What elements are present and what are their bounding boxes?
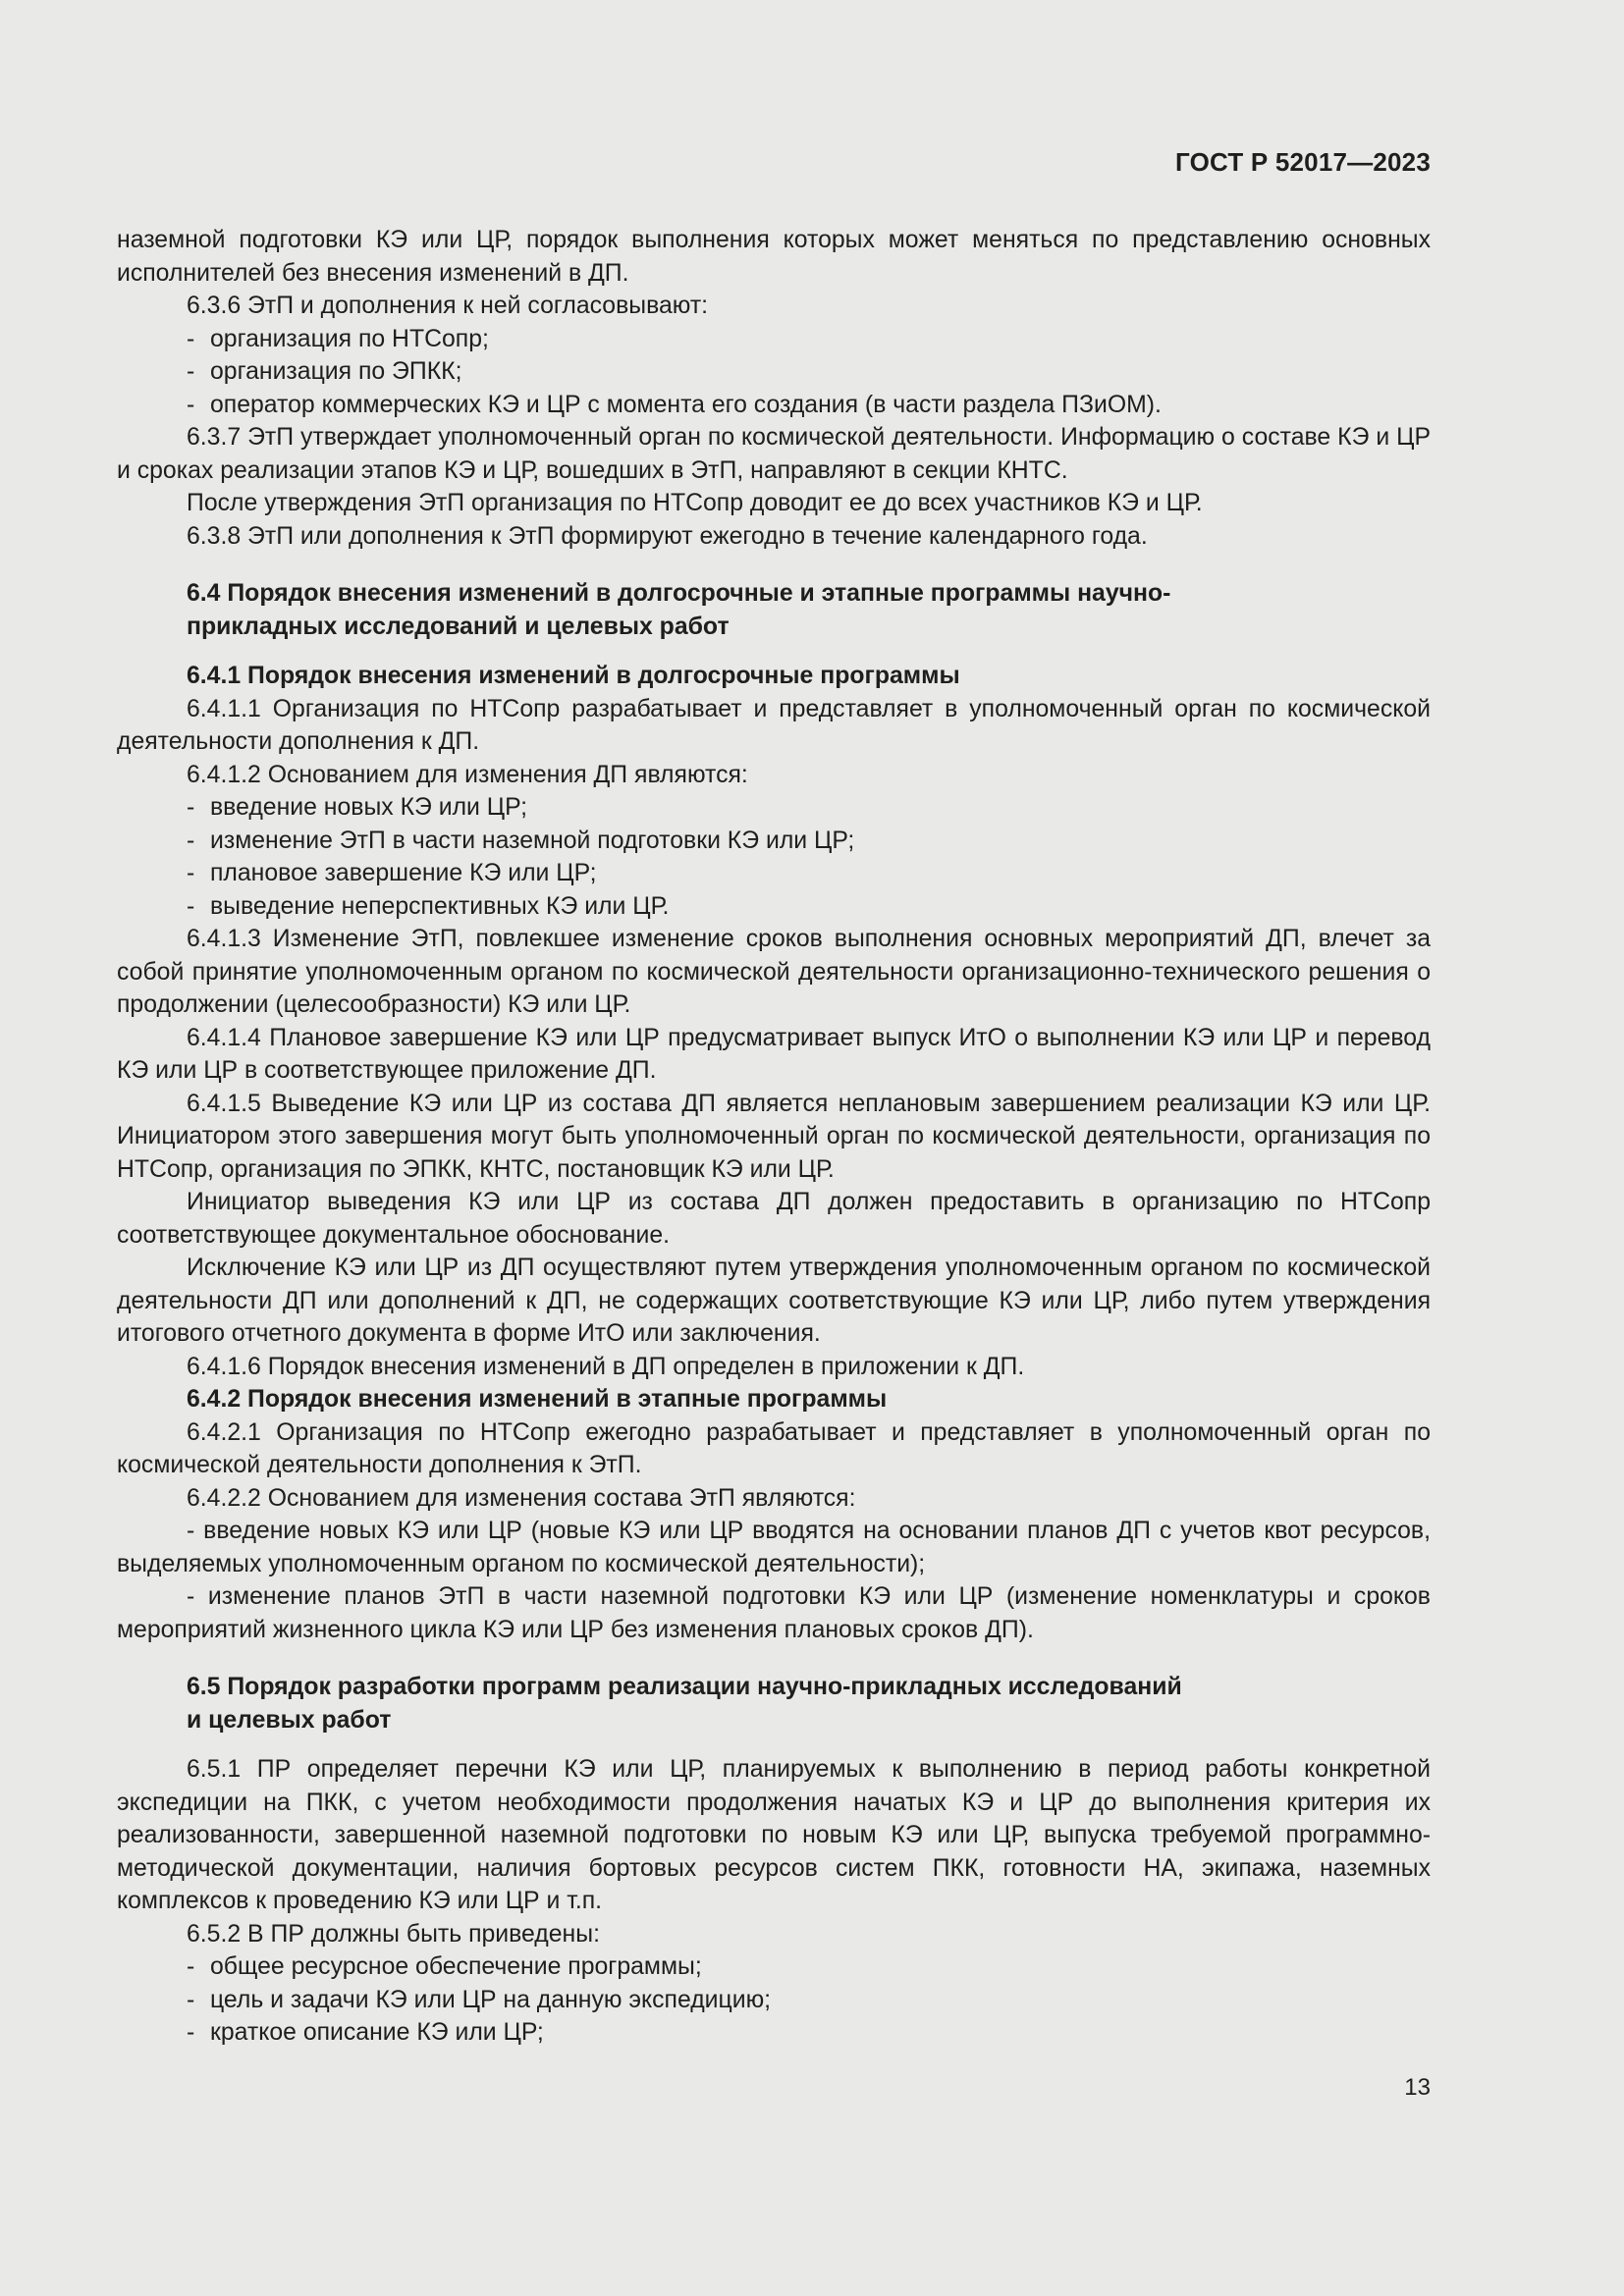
list-item bbox=[117, 323, 1431, 356]
paragraph: 6.3.6 ЭтП и дополнения к ней согласовывают: bbox=[187, 293, 709, 319]
list-item-text: краткое описание КЭ или ЦР; bbox=[210, 2019, 544, 2046]
list-bullet: - bbox=[187, 325, 195, 352]
list-item bbox=[117, 389, 1431, 422]
list-bullet: - bbox=[187, 860, 195, 886]
document-code-header: ГОСТ Р 52017—2023 bbox=[1175, 147, 1431, 177]
list-bullet: - bbox=[187, 892, 195, 920]
list-bullet: - bbox=[187, 358, 195, 385]
list-item-text: общее ресурсное обеспечение программы; bbox=[210, 1953, 702, 1980]
paragraph: 6.5.1 ПР определяет перечни КЭ или ЦР, планируемых к выполнению в период работы конкретной экспедиции на ПКК, с учетом необходимости продолжения начатых КЭ и ЦР до выполнения критерия их реализованности, завершенной наземной подготовки по новым КЭ или ЦР, выпуска требуемой программно-методической документации, наличия бортовых ресурсов систем ПКК, готовности НА, экипажа, наземных комплексов к проведению КЭ или ЦР и т.п. bbox=[117, 1756, 1431, 1914]
page-number: 13 bbox=[1404, 2074, 1431, 2101]
paragraph: - изменение планов ЭтП в части наземной подготовки КЭ или ЦР (изменение номенклатуры и сроков мероприятий жизненного цикла КЭ или ЦР без изменения плановых сроков ДП). bbox=[117, 1583, 1431, 1643]
section-heading: 6.4 Порядок внесения изменений в долгосрочные и этапные программы научно-прикладных исследований и целевых работ bbox=[187, 580, 1171, 640]
list-item-text: организация по ЭПКК; bbox=[210, 358, 462, 385]
list-item bbox=[117, 355, 1431, 389]
document-body bbox=[117, 224, 1431, 2050]
list-item bbox=[117, 791, 1431, 825]
section-heading: 6.5 Порядок разработки программ реализации научно-прикладных исследований и целевых работ bbox=[187, 1674, 1182, 1734]
list-bullet: - bbox=[187, 794, 195, 821]
list-bullet: - bbox=[187, 2019, 195, 2046]
paragraph: 6.4.1.1 Организация по НТСопр разрабатывает и представляет в уполномоченный орган по космической деятельности дополнения к ДП. bbox=[117, 695, 1431, 755]
paragraph: 6.4.1.3 Изменение ЭтП, повлекшее изменение сроков выполнения основных мероприятий ДП, влечет за собой принятие уполномоченным органом по космической деятельности организационно-технического решения о продолжении (целесообразности) КЭ или ЦР. bbox=[117, 926, 1431, 1018]
paragraph: 6.4.1.5 Выведение КЭ или ЦР из состава ДП является неплановым завершением реализации КЭ или ЦР. Инициатором этого завершения могут быть уполномоченный орган по космической деятельности, организация по НТСопр, организация по ЭПКК, КНТС, постановщик КЭ или ЦР. bbox=[117, 1090, 1431, 1183]
list-item-text: организация по НТСопр; bbox=[210, 325, 489, 352]
list-item-text: плановое завершение КЭ или ЦР; bbox=[210, 860, 597, 886]
paragraph: 6.3.8 ЭтП или дополнения к ЭтП формируют ежегодно в течение календарного года. bbox=[187, 522, 1148, 550]
list-bullet: - bbox=[187, 1986, 195, 2013]
paragraph: 6.3.7 ЭтП утверждает уполномоченный орган по космической деятельности. Информацию о составе КЭ и ЦР и сроках реализации этапов КЭ и ЦР, вошедших в ЭтП, направляют в секции КНТС. bbox=[117, 424, 1431, 484]
paragraph: 6.4.2.2 Основанием для изменения состава ЭтП являются: bbox=[187, 1484, 856, 1512]
list-item bbox=[117, 890, 1431, 924]
subsection-heading: 6.4.2 Порядок внесения изменений в этапные программы bbox=[187, 1386, 888, 1413]
list-item-text: оператор коммерческих КЭ и ЦР с момента его создания (в части раздела ПЗиОМ). bbox=[210, 391, 1162, 418]
list-item-text: изменение ЭтП в части наземной подготовки КЭ или ЦР; bbox=[210, 827, 855, 854]
paragraph: 6.4.1.2 Основанием для изменения ДП являются: bbox=[187, 761, 748, 788]
subsection-heading: 6.4.1 Порядок внесения изменений в долгосрочные программы bbox=[187, 663, 960, 689]
paragraph: 6.5.2 В ПР должны быть приведены: bbox=[187, 1920, 600, 1948]
paragraph: наземной подготовки КЭ или ЦР, порядок выполнения которых может меняться по представлению основных исполнителей без внесения изменений в ДП. bbox=[117, 227, 1431, 287]
list-item-text: выведение неперспективных КЭ или ЦР. bbox=[210, 892, 670, 920]
list-item bbox=[117, 1950, 1431, 1984]
list-item bbox=[117, 825, 1431, 858]
paragraph: После утверждения ЭтП организация по НТСопр доводит ее до всех участников КЭ и ЦР. bbox=[187, 490, 1203, 516]
list-bullet: - bbox=[187, 1953, 195, 1980]
list-item-text: введение новых КЭ или ЦР; bbox=[210, 794, 528, 821]
paragraph: - введение новых КЭ или ЦР (новые КЭ или ЦР вводятся на основании планов ДП с учетов квот ресурсов, выделяемых уполномоченным органом по космической деятельности); bbox=[117, 1518, 1431, 1577]
paragraph: 6.4.2.1 Организация по НТСопр ежегодно разрабатывает и представляет в уполномоченный орган по космической деятельности дополнения к ЭтП. bbox=[117, 1418, 1431, 1478]
paragraph: Исключение КЭ или ЦР из ДП осуществляют путем утверждения уполномоченным органом по космической деятельности ДП или дополнений к ДП, не содержащих соответствующие КЭ или ЦР, либо путем утверждения итогового отчетного документа в форме ИтО или заключения. bbox=[117, 1255, 1431, 1347]
paragraph: 6.4.1.4 Плановое завершение КЭ или ЦР предусматривает выпуск ИтО о выполнении КЭ или ЦР и перевод КЭ или ЦР в соответствующее приложение ДП. bbox=[117, 1024, 1431, 1084]
list-item bbox=[117, 2016, 1431, 2050]
list-bullet: - bbox=[187, 391, 195, 418]
list-item bbox=[117, 1984, 1431, 2017]
list-item bbox=[117, 857, 1431, 890]
list-bullet: - bbox=[187, 827, 195, 854]
list-item-text: цель и задачи КЭ или ЦР на данную экспедицию; bbox=[210, 1986, 772, 2013]
paragraph: Инициатор выведения КЭ или ЦР из состава ДП должен предоставить в организацию по НТСопр соответствующее документальное обоснование. bbox=[117, 1189, 1431, 1249]
paragraph: 6.4.1.6 Порядок внесения изменений в ДП определен в приложении к ДП. bbox=[187, 1353, 1025, 1380]
